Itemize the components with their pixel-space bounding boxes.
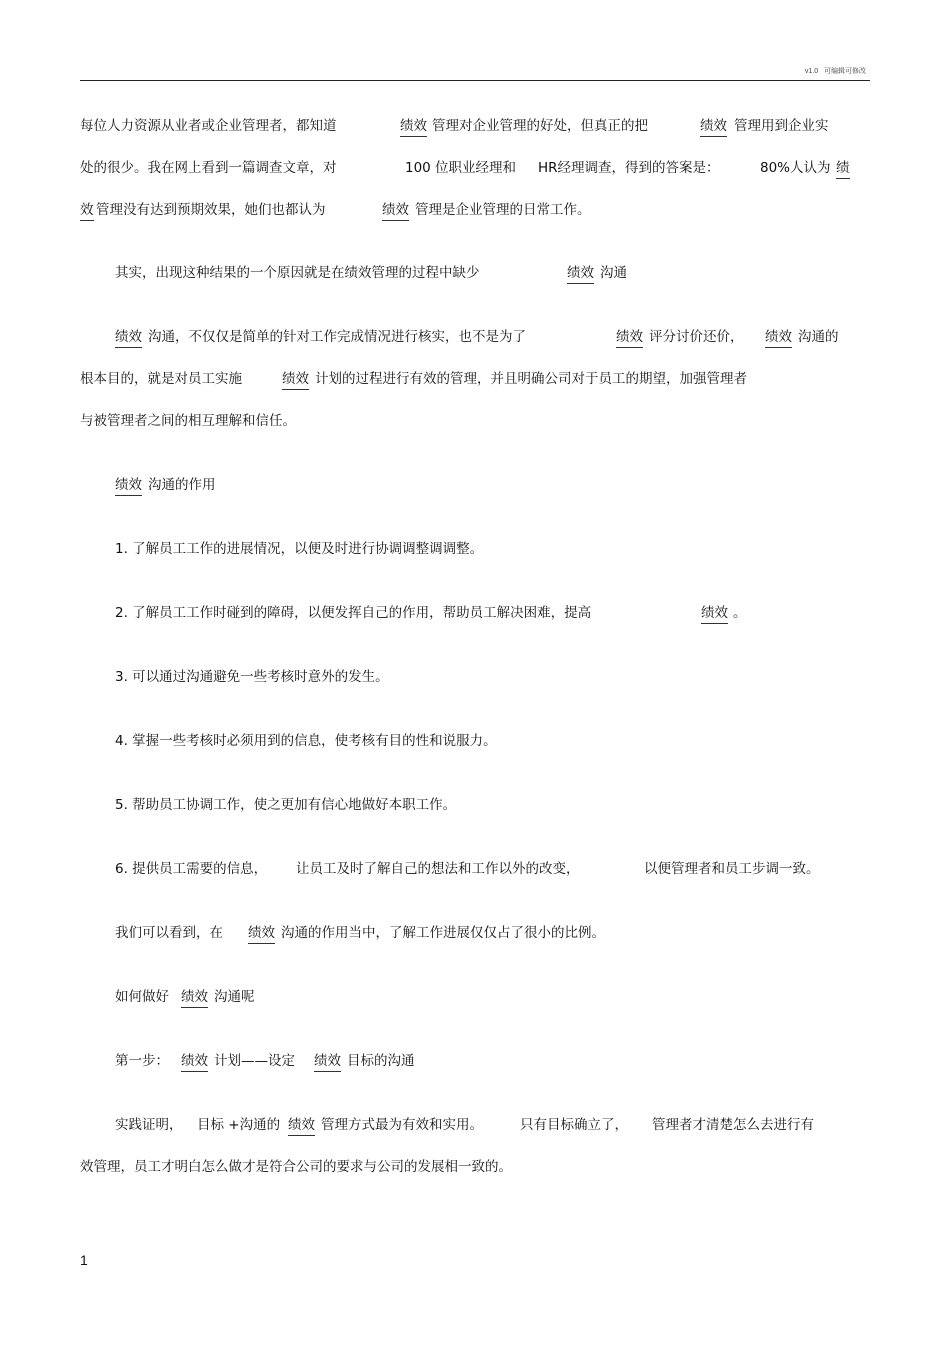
kw-link: 绩效 — [181, 988, 208, 1008]
list-item-end: 以便管理者和员工步调一致。 — [644, 861, 820, 877]
p1-line2-d: 80%人认为 — [760, 160, 831, 176]
p4-text-end: 沟通的作用当中，了解工作进展仅仅占了很小的比例。 — [281, 925, 605, 941]
section-heading-how-end: 沟通呢 — [214, 989, 255, 1005]
kw-link: 绩效 — [616, 328, 643, 348]
list-item: 3. 可以通过沟通避免一些考核时意外的发生。 — [115, 669, 389, 685]
p3-line3: 与被管理者之间的相互理解和信任。 — [80, 413, 296, 429]
p1-line2-e: 绩 — [836, 159, 850, 179]
p1-line1-a: 每位人力资源从业者或企业管理者，都知道 — [80, 118, 337, 134]
step-heading: 第一步： — [115, 1053, 169, 1069]
kw-link: 绩效 — [181, 1052, 208, 1072]
p5-line1-b: 目标 +沟通的 — [197, 1117, 281, 1133]
editable-label: 可编辑可修改 — [824, 68, 866, 75]
p5-line1-f: 管理者才清楚怎么去进行有 — [652, 1117, 814, 1133]
p2-text: 其实，出现这种结果的一个原因就是在绩效管理的过程中缺少 — [115, 265, 480, 281]
list-item: 1. 了解员工工作的进展情况，以便及时进行协调调整调调整。 — [115, 541, 484, 557]
kw-link: 绩效 — [700, 117, 727, 137]
kw-link: 绩效 — [248, 924, 275, 944]
p1-line1-b: 管理对企业管理的好处，但真正的把 — [432, 118, 648, 134]
step-heading-end: 目标的沟通 — [347, 1053, 415, 1069]
list-item: 5. 帮助员工协调工作，使之更加有信心地做好本职工作。 — [115, 797, 457, 813]
p1-line2-a: 处的很少。我在网上看到一篇调查文章，对 — [80, 160, 337, 176]
list-item: 2. 了解员工工作时碰到的障碍，以便发挥自己的作用，帮助员工解决困难，提高 — [115, 605, 592, 621]
list-item: 4. 掌握一些考核时必须用到的信息，使考核有目的性和说服力。 — [115, 733, 497, 749]
p1-line1-c: 管理用到企业实 — [734, 118, 829, 134]
version-label: v1.0 — [804, 68, 819, 75]
kw-link: 绩效 — [314, 1052, 341, 1072]
list-item: 6. 提供员工需要的信息， — [115, 861, 268, 877]
kw-link: 绩效 — [115, 328, 142, 348]
header-note — [805, 66, 866, 76]
p3-line2-a: 根本目的，就是对员工实施 — [80, 371, 242, 387]
step-heading-mid: 计划——设定 — [214, 1053, 295, 1069]
p1-line3-a: 效 — [80, 201, 94, 221]
p2-text-end: 沟通 — [600, 265, 627, 281]
p5-line1-a: 实践证明， — [115, 1117, 183, 1133]
list-item-end: 。 — [733, 605, 747, 621]
p1-line3-c: 管理是企业管理的日常工作。 — [415, 202, 591, 218]
p3-line1-f: 沟通的 — [798, 329, 839, 345]
kw-link: 绩效 — [115, 476, 142, 496]
page-number: 1 — [80, 1252, 88, 1268]
p5-line1-e: 只有目标确立了， — [520, 1117, 628, 1133]
kw-link: 绩效 — [288, 1116, 315, 1136]
p5-line2: 效管理，员工才明白怎么做才是符合公司的要求与公司的发展相一致的。 — [80, 1159, 512, 1175]
p3-line1-d: 评分讨价还价， — [649, 329, 744, 345]
p1-line3-b: 管理没有达到预期效果，她们也都认为 — [96, 202, 326, 218]
p5-line1-d: 管理方式最为有效和实用。 — [321, 1117, 483, 1133]
p4-text: 我们可以看到，在 — [115, 925, 223, 941]
kw-link: 绩效 — [567, 264, 594, 284]
kw-link: 绩效 — [400, 117, 427, 137]
kw-link: 绩效 — [765, 328, 792, 348]
kw-link: 绩效 — [382, 201, 409, 221]
kw-link: 绩效 — [701, 604, 728, 624]
header-divider — [80, 80, 870, 81]
p3-line1-b: 沟通，不仅仅是简单的针对工作完成情况进行核实，也不是为了 — [148, 329, 526, 345]
section-heading-role: 沟通的作用 — [148, 477, 216, 493]
p1-line2-c: HR经理调查，得到的答案是： — [538, 160, 720, 176]
p1-line2-b: 100 位职业经理和 — [405, 160, 517, 176]
p3-line2-c: 计划的过程进行有效的管理，并且明确公司对于员工的期望，加强管理者 — [315, 371, 747, 387]
list-item-mid: 让员工及时了解自己的想法和工作以外的改变， — [296, 861, 580, 877]
section-heading-how: 如何做好 — [115, 989, 169, 1005]
kw-link: 绩效 — [282, 370, 309, 390]
